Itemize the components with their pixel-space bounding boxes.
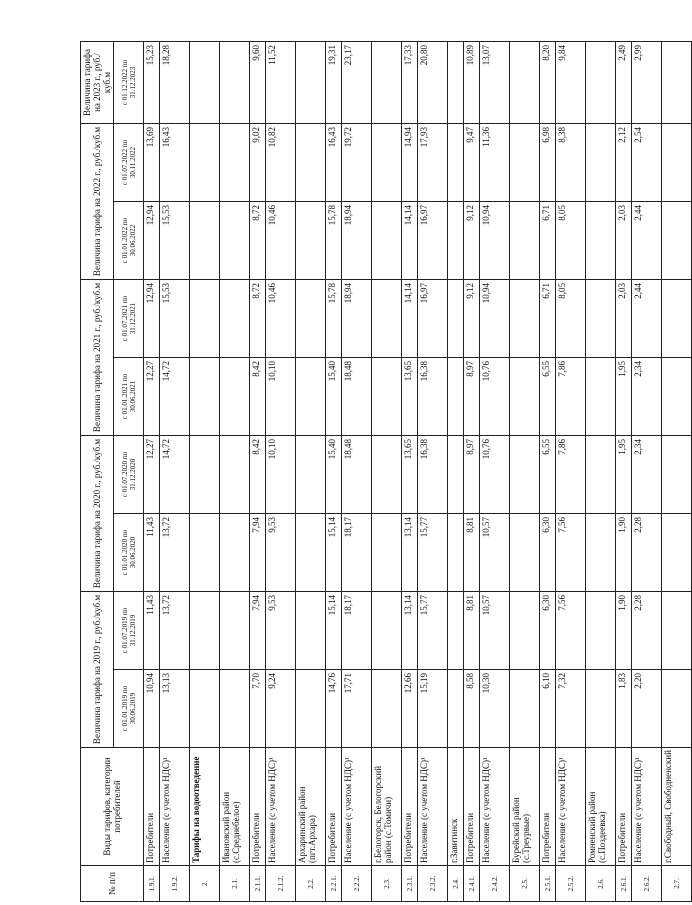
tariff-value: 1,95 <box>616 436 632 514</box>
row-category: Население (с учетом НДС)¹ <box>342 748 372 866</box>
tariff-value <box>296 436 326 514</box>
tariff-value <box>510 42 540 124</box>
tariff-value: 7,94 <box>250 592 266 670</box>
table-row <box>402 42 418 902</box>
tariff-value <box>448 358 464 436</box>
tariff-value <box>190 670 220 748</box>
tariff-value <box>220 280 250 358</box>
header-period: с 01.01.2019 по 30.06.2019 <box>114 670 144 748</box>
header-period: с 01.07.2020 по 31.12.2020 <box>114 436 144 514</box>
row-number: 2.5.2. <box>556 866 586 902</box>
tariff-value <box>510 124 540 202</box>
tariff-value: 8,58 <box>464 670 480 748</box>
tariff-value <box>190 358 220 436</box>
tariff-value: 10,46 <box>266 280 296 358</box>
tariff-value: 7,86 <box>556 358 586 436</box>
tariff-value <box>372 280 402 358</box>
tariff-value <box>662 436 692 514</box>
row-number: 1.9.2. <box>160 866 190 902</box>
tariff-value <box>662 670 692 748</box>
tariff-value: 13,65 <box>402 358 418 436</box>
tariff-value: 16,43 <box>326 124 342 202</box>
row-number: 2.5.1. <box>540 866 556 902</box>
tariff-value <box>190 592 220 670</box>
tariff-value: 15,19 <box>418 670 448 748</box>
tariff-value: 19,31 <box>326 42 342 124</box>
tariff-value <box>296 592 326 670</box>
tariff-value: 16,97 <box>418 202 448 280</box>
tariff-value <box>220 436 250 514</box>
tariff-value: 11,43 <box>144 592 160 670</box>
tariff-value: 6,55 <box>540 358 556 436</box>
tariff-value: 15,78 <box>326 280 342 358</box>
tariff-value: 1,83 <box>616 670 632 748</box>
row-category: Потребители <box>616 748 632 866</box>
tariff-value: 15,77 <box>418 592 448 670</box>
tariff-value: 14,72 <box>160 358 190 436</box>
tariff-value <box>190 280 220 358</box>
header-period: с 01.07.2019 по 31.12.2019 <box>114 592 144 670</box>
tariff-value <box>372 358 402 436</box>
tariff-value <box>190 124 220 202</box>
tariff-value <box>662 280 692 358</box>
table-row <box>250 42 266 902</box>
row-number: 2.6.1. <box>616 866 632 902</box>
row-number: 2.3.1. <box>402 866 418 902</box>
tariff-value: 9,53 <box>266 592 296 670</box>
tariff-value: 10,89 <box>464 42 480 124</box>
tariff-value <box>586 42 616 124</box>
tariff-value: 8,20 <box>540 42 556 124</box>
tariff-value: 2,44 <box>632 202 662 280</box>
tariff-value: 6,10 <box>540 670 556 748</box>
row-category: Бурейский район (с.Треурвые) <box>510 748 540 866</box>
tariff-value: 18,48 <box>342 358 372 436</box>
table-row <box>372 42 402 902</box>
tariff-value: 13,14 <box>402 592 418 670</box>
tariff-value: 13,14 <box>402 514 418 592</box>
tariff-value: 6,55 <box>540 436 556 514</box>
tariff-value: 10,82 <box>266 124 296 202</box>
tariff-value: 10,46 <box>266 202 296 280</box>
tariff-value <box>448 514 464 592</box>
header-year-2021: Величина тарифа на 2021 г., руб./куб.м <box>81 280 114 436</box>
tariff-value: 15,40 <box>326 358 342 436</box>
tariff-value <box>190 42 220 124</box>
table-body <box>144 42 692 902</box>
table-row <box>266 42 296 902</box>
tariff-value: 14,14 <box>402 280 418 358</box>
tariff-value <box>448 124 464 202</box>
tariff-value: 1,95 <box>616 358 632 436</box>
tariff-value: 2,03 <box>616 280 632 358</box>
tariff-value: 13,07 <box>480 42 510 124</box>
tariff-value <box>586 280 616 358</box>
tariff-value: 16,43 <box>160 124 190 202</box>
tariff-value: 13,72 <box>160 514 190 592</box>
row-number: 2.1. <box>220 866 250 902</box>
tariff-value: 6,30 <box>540 592 556 670</box>
row-category: Население (с учетом НДС)¹ <box>480 748 510 866</box>
row-category: Население (с учетом НДС)¹ <box>556 748 586 866</box>
header-period: с 01.07.2021 по 31.12.2021 <box>114 280 144 358</box>
table-row <box>342 42 372 902</box>
tariff-value: 15,53 <box>160 280 190 358</box>
header-year-2022: Величина тарифа на 2022 г., руб./куб.м <box>81 124 114 280</box>
table-row <box>616 42 632 902</box>
tariff-value: 10,10 <box>266 358 296 436</box>
tariff-value <box>448 42 464 124</box>
tariff-value <box>586 592 616 670</box>
tariff-value <box>510 436 540 514</box>
tariff-value: 15,40 <box>326 436 342 514</box>
tariff-value <box>586 436 616 514</box>
tariff-value <box>510 280 540 358</box>
row-category: г.Белогорск, Белогорский район (с.Томичи) <box>372 748 402 866</box>
tariff-value <box>662 124 692 202</box>
table-row <box>556 42 586 902</box>
row-number: 2.4.2. <box>480 866 510 902</box>
row-category: Население (с учетом НДС)¹ <box>160 748 190 866</box>
row-category: Архаринский район (пгт.Архара) <box>296 748 326 866</box>
tariff-value <box>190 514 220 592</box>
tariff-value: 8,05 <box>556 280 586 358</box>
row-category: Потребители <box>144 748 160 866</box>
row-number: 2.6.2. <box>632 866 662 902</box>
tariff-value <box>510 358 540 436</box>
row-category <box>190 748 220 866</box>
tariff-value: 10,76 <box>480 358 510 436</box>
tariff-value: 8,42 <box>250 436 266 514</box>
row-category: Потребители <box>326 748 342 866</box>
tariff-value <box>220 42 250 124</box>
tariff-value: 10,94 <box>480 280 510 358</box>
tariff-value: 13,13 <box>160 670 190 748</box>
tariff-value: 2,49 <box>616 42 632 124</box>
tariff-value: 6,71 <box>540 202 556 280</box>
tariff-value: 9,47 <box>464 124 480 202</box>
table-row <box>190 42 220 902</box>
tariff-value: 10,57 <box>480 592 510 670</box>
tariff-value: 8,72 <box>250 202 266 280</box>
tariff-value <box>586 514 616 592</box>
tariff-value <box>296 358 326 436</box>
table-row <box>662 42 692 902</box>
tariff-value: 15,14 <box>326 592 342 670</box>
tariff-value: 11,52 <box>266 42 296 124</box>
tariff-value: 2,99 <box>632 42 662 124</box>
tariff-value: 7,56 <box>556 592 586 670</box>
tariff-value: 14,76 <box>326 670 342 748</box>
header-period: с 01.01.2021 по 30.06.2021 <box>114 358 144 436</box>
tariff-value: 2,28 <box>632 592 662 670</box>
row-number: 2.3. <box>372 866 402 902</box>
tariff-value: 1,90 <box>616 514 632 592</box>
tariff-value: 6,30 <box>540 514 556 592</box>
row-number: 2.1.2. <box>266 866 296 902</box>
tariff-value: 12,94 <box>144 202 160 280</box>
tariff-value: 14,14 <box>402 202 418 280</box>
tariff-value: 9,12 <box>464 202 480 280</box>
tariff-value <box>448 436 464 514</box>
tariff-value: 18,28 <box>160 42 190 124</box>
row-number: 1.9.1. <box>144 866 160 902</box>
row-number: 2.4. <box>448 866 464 902</box>
tariff-value: 10,94 <box>144 670 160 748</box>
tariff-value: 12,66 <box>402 670 418 748</box>
row-category: Население (с учетом НДС)¹ <box>266 748 296 866</box>
tariff-value: 15,53 <box>160 202 190 280</box>
tariff-value: 9,84 <box>556 42 586 124</box>
tariff-value: 9,53 <box>266 514 296 592</box>
tariff-value: 13,72 <box>160 592 190 670</box>
tariff-value: 8,72 <box>250 280 266 358</box>
table-row <box>632 42 662 902</box>
tariff-value: 14,94 <box>402 124 418 202</box>
tariff-value: 18,17 <box>342 514 372 592</box>
tariff-value: 2,44 <box>632 280 662 358</box>
row-number: 2.3.2. <box>418 866 448 902</box>
tariff-value <box>586 358 616 436</box>
tariff-value <box>448 280 464 358</box>
row-category: Потребители <box>464 748 480 866</box>
header-num: № п/п <box>81 866 144 902</box>
tariff-value: 11,43 <box>144 514 160 592</box>
tariff-value <box>296 202 326 280</box>
table-row <box>160 42 190 902</box>
tariff-value: 18,17 <box>342 592 372 670</box>
tariff-value: 6,98 <box>540 124 556 202</box>
table-row <box>418 42 448 902</box>
tariff-value: 11,36 <box>480 124 510 202</box>
tariff-value <box>372 124 402 202</box>
row-number: 2.5. <box>510 866 540 902</box>
row-category: Потребители <box>540 748 556 866</box>
row-category: Население (с учетом НДС)¹ <box>632 748 662 866</box>
tariff-value: 13,69 <box>144 124 160 202</box>
tariff-value: 8,97 <box>464 436 480 514</box>
tariff-value: 10,10 <box>266 436 296 514</box>
tariff-value: 12,94 <box>144 280 160 358</box>
tariff-value: 2,12 <box>616 124 632 202</box>
row-number: 2.2. <box>296 866 326 902</box>
tariff-value <box>296 670 326 748</box>
tariff-value <box>662 202 692 280</box>
tariff-value: 2,54 <box>632 124 662 202</box>
header-period: с 01.12.2022 по 31.12.2023 <box>114 42 144 124</box>
tariff-value: 13,65 <box>402 436 418 514</box>
tariff-value <box>220 670 250 748</box>
tariff-value: 10,94 <box>480 202 510 280</box>
tariff-value <box>510 514 540 592</box>
tariff-value <box>372 202 402 280</box>
tariff-value: 8,05 <box>556 202 586 280</box>
tariff-value: 19,72 <box>342 124 372 202</box>
tariff-value: 2,34 <box>632 358 662 436</box>
tariff-value <box>372 436 402 514</box>
tariff-value <box>586 202 616 280</box>
tariff-value: 16,97 <box>418 280 448 358</box>
row-category: Население (с учетом НДС)¹ <box>418 748 448 866</box>
row-number: 2.7. <box>662 866 692 902</box>
row-number: 2.4.1. <box>464 866 480 902</box>
row-category: Потребители <box>402 748 418 866</box>
table-row <box>480 42 510 902</box>
tariff-value: 15,23 <box>144 42 160 124</box>
tariff-value <box>662 592 692 670</box>
table-row <box>464 42 480 902</box>
tariff-value <box>190 202 220 280</box>
table-row <box>448 42 464 902</box>
header-period: с 01.07.2022 по 30.11.2022 <box>114 124 144 202</box>
tariff-value <box>586 124 616 202</box>
tariff-value <box>220 514 250 592</box>
tariff-value: 6,71 <box>540 280 556 358</box>
tariff-value <box>190 436 220 514</box>
tariff-value: 16,38 <box>418 358 448 436</box>
row-category: Ромненский район (с.Поздеевка) <box>586 748 616 866</box>
tariff-value: 17,93 <box>418 124 448 202</box>
tariff-value <box>662 42 692 124</box>
tariff-value <box>372 670 402 748</box>
row-number: 2. <box>190 866 220 902</box>
tariff-value: 15,78 <box>326 202 342 280</box>
tariff-value: 15,14 <box>326 514 342 592</box>
tariff-value: 8,38 <box>556 124 586 202</box>
row-category: Ивановский район (с.Среднебелое) <box>220 748 250 866</box>
tariff-value: 8,97 <box>464 358 480 436</box>
header-year-2023: Величина тарифа на 2023 г., руб./куб.м <box>81 42 114 124</box>
table-row <box>540 42 556 902</box>
tariff-value: 1,90 <box>616 592 632 670</box>
tariff-value: 12,27 <box>144 436 160 514</box>
tariff-value: 16,38 <box>418 436 448 514</box>
tariff-value: 20,80 <box>418 42 448 124</box>
tariff-value: 9,12 <box>464 280 480 358</box>
tariff-value <box>296 42 326 124</box>
tariff-value <box>586 670 616 748</box>
tariff-value: 8,42 <box>250 358 266 436</box>
tariff-value: 15,77 <box>418 514 448 592</box>
tariff-value: 18,48 <box>342 436 372 514</box>
section-title: Тарифы на водоотведение <box>191 756 201 863</box>
tariff-value <box>296 280 326 358</box>
tariff-value: 17,33 <box>402 42 418 124</box>
tariff-value <box>220 124 250 202</box>
row-category: г.Свободный, Свободненский <box>662 748 692 866</box>
header-type: Виды тарифов, категории потребителей <box>81 748 144 866</box>
tariff-value: 18,94 <box>342 202 372 280</box>
tariff-value: 10,30 <box>480 670 510 748</box>
tariff-table <box>80 41 692 902</box>
tariff-value <box>662 514 692 592</box>
row-number: 2.2.1. <box>326 866 342 902</box>
tariff-value: 8,81 <box>464 592 480 670</box>
tariff-value <box>220 202 250 280</box>
tariff-value <box>372 592 402 670</box>
tariff-value <box>448 592 464 670</box>
tariff-value <box>448 670 464 748</box>
tariff-value <box>448 202 464 280</box>
tariff-value: 12,27 <box>144 358 160 436</box>
row-number: 2.6. <box>586 866 616 902</box>
header-period: с 01.01.2020 по 30.06.2020 <box>114 514 144 592</box>
tariff-value <box>372 514 402 592</box>
table-row <box>144 42 160 902</box>
tariff-value: 9,02 <box>250 124 266 202</box>
tariff-value: 17,71 <box>342 670 372 748</box>
table-row <box>510 42 540 902</box>
tariff-value: 2,28 <box>632 514 662 592</box>
row-category: г.Завитинск <box>448 748 464 866</box>
table-row <box>296 42 326 902</box>
tariff-value: 10,57 <box>480 514 510 592</box>
header-period: с 01.01.2022 по 30.06.2022 <box>114 202 144 280</box>
row-number: 2.1.1. <box>250 866 266 902</box>
tariff-value: 7,32 <box>556 670 586 748</box>
row-number: 2.2.2. <box>342 866 372 902</box>
tariff-value <box>296 124 326 202</box>
tariff-value: 2,34 <box>632 436 662 514</box>
tariff-value: 7,56 <box>556 514 586 592</box>
tariff-value <box>510 202 540 280</box>
tariff-value: 18,94 <box>342 280 372 358</box>
tariff-value: 23,17 <box>342 42 372 124</box>
tariff-value: 14,72 <box>160 436 190 514</box>
tariff-value <box>372 42 402 124</box>
tariff-value <box>220 592 250 670</box>
tariff-value <box>296 514 326 592</box>
tariff-value: 7,86 <box>556 436 586 514</box>
header-year-2019: Величина тарифа на 2019 г., руб./куб.м <box>81 592 114 748</box>
tariff-value: 7,70 <box>250 670 266 748</box>
tariff-value: 9,60 <box>250 42 266 124</box>
tariff-value: 10,76 <box>480 436 510 514</box>
tariff-value <box>662 358 692 436</box>
table-row <box>220 42 250 902</box>
row-category: Потребители <box>250 748 266 866</box>
tariff-value: 9,24 <box>266 670 296 748</box>
tariff-value: 8,81 <box>464 514 480 592</box>
table-row <box>586 42 616 902</box>
tariff-value: 2,03 <box>616 202 632 280</box>
table-row <box>326 42 342 902</box>
tariff-value: 7,94 <box>250 514 266 592</box>
tariff-value <box>220 358 250 436</box>
header-year-2020: Величина тарифа на 2020 г., руб./куб.м <box>81 436 114 592</box>
tariff-value <box>510 592 540 670</box>
tariff-value: 2,20 <box>632 670 662 748</box>
tariff-value <box>510 670 540 748</box>
